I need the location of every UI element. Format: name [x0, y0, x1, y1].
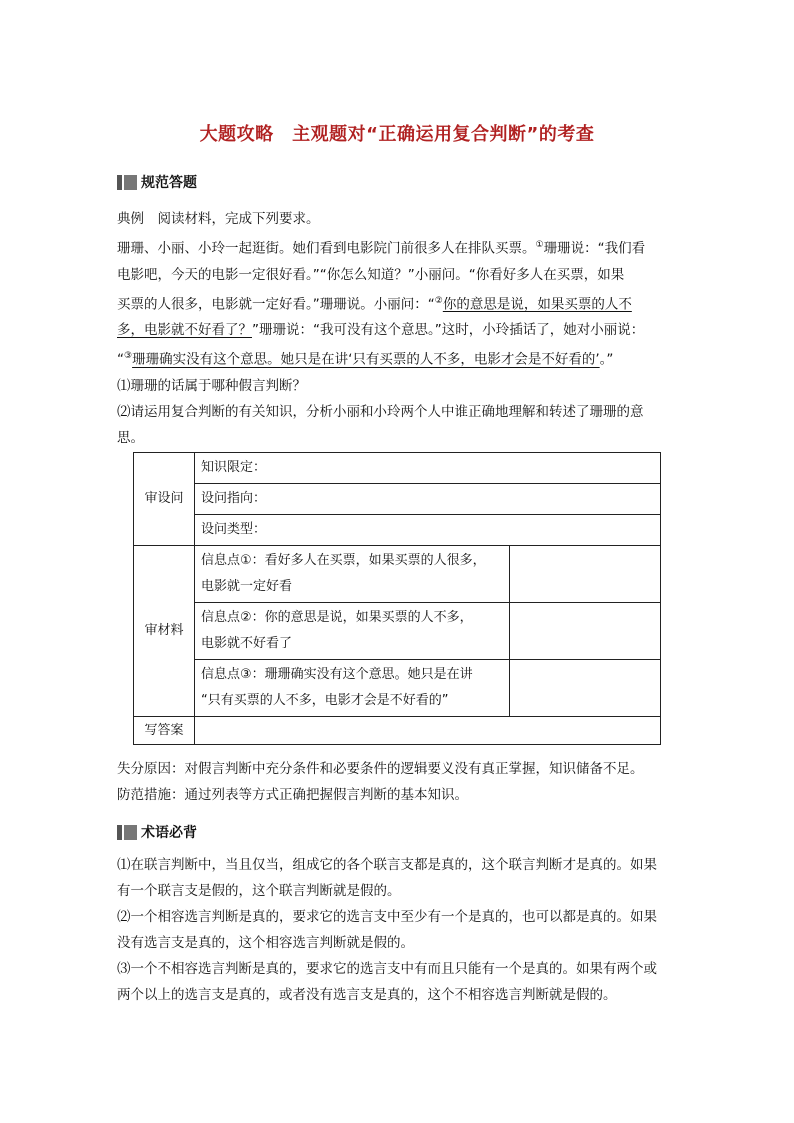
prevention-measure: 防范措施：通过列表等方式正确把握假言判断的基本知识。 [117, 787, 468, 803]
table-row [134, 484, 661, 515]
table-row [134, 453, 661, 484]
passage-line: 买票的人很多，电影就一定好看。”珊珊说。小丽问：“②你的意思是说，如果买票的人不 [117, 295, 632, 312]
cell-knowledge-limit: 知识限定： [195, 453, 661, 484]
underlined-text: 你的意思是说，如果买票的人不 [442, 296, 632, 312]
table-row [134, 546, 661, 603]
term-1: ⑴在联言判断中，当且仅当，组成它的各个联言支都是真的，这个联言判断才是真的。如果 [117, 857, 657, 873]
example-passage [117, 206, 679, 451]
question-1: ⑴珊珊的话属于哪种假言判断？ [117, 377, 306, 394]
term-3: ⑶一个不相容选言判断是真的，要求它的选言支中有而且只能有一个是真的。如果有两个或 [117, 961, 657, 977]
cell-info-point-2-answer [510, 603, 661, 660]
cell-info-point-3-answer [510, 660, 661, 717]
example-intro: 典例 阅读材料，完成下列要求。 [117, 211, 320, 227]
question-2-cont: 思。 [117, 429, 144, 446]
table-row [134, 717, 661, 745]
terms-list [117, 852, 679, 1008]
passage-line: 电影吧，今天的电影一定很好看。”“你怎么知道？”小丽问。“你看好多人在买票，如果 [117, 266, 625, 283]
row-head-answer: 写答案 [134, 717, 195, 745]
underlined-text: 多，电影就不好看了？ [117, 322, 252, 338]
table-row [134, 515, 661, 546]
cell-question-direction: 设问指向： [195, 484, 661, 515]
cell-info-point-3: 信息点③：珊珊确实没有这个意思。她只是在讲 “只有买票的人不多，电影才会是不好看的” [195, 660, 510, 717]
term-1-cont: 有一个联言支是假的，这个联言判断就是假的。 [117, 883, 401, 899]
marker-1: ① [535, 240, 544, 250]
passage-line: “③珊珊确实没有这个意思。她只是在讲‘只有买票的人不多，电影才会是不好看的’。” [117, 351, 614, 368]
table-row [134, 603, 661, 660]
page-title: 大题攻略 主观题对“正确运用复合判断”的考查 [199, 124, 595, 145]
section-heading-terms [117, 822, 197, 842]
marker-2: ② [434, 295, 443, 306]
term-2-cont: 没有选言支是真的，这个相容选言判断就是假的。 [117, 935, 414, 951]
cell-info-point-1-answer [510, 546, 661, 603]
row-head-material: 审材料 [134, 546, 195, 717]
section-heading-label: 术语必背 [141, 825, 197, 841]
passage-line: 珊珊、小丽、小玲一起逛街。她们看到电影院门前很多人在排队买票。①珊珊说：“我们看 [117, 240, 646, 257]
cell-answer [195, 717, 661, 745]
table-row [134, 660, 661, 717]
cell-info-point-1: 信息点①：看好多人在买票，如果买票的人很多， 电影就一定好看 [195, 546, 510, 603]
analysis-table [133, 452, 661, 745]
section-heading-label: 规范答题 [141, 175, 197, 191]
notes-block [117, 756, 679, 808]
row-head-question: 审设问 [134, 453, 195, 546]
section-marker-icon [117, 825, 137, 840]
marker-3: ③ [124, 351, 133, 361]
term-2: ⑵一个相容选言判断是真的，要求它的选言支中至少有一个是真的，也可以都是真的。如果 [117, 909, 657, 925]
question-2: ⑵请运用复合判断的有关知识，分析小丽和小玲两个人中谁正确地理解和转述了珊珊的意 [117, 403, 644, 420]
loss-reason: 失分原因：对假言判断中充分条件和必要条件的逻辑要义没有真正掌握，知识储备不足。 [117, 761, 644, 777]
passage-line: 多，电影就不好看了？”珊珊说：“我可没有这个意思。”这时，小玲插话了，她对小丽说： [117, 322, 645, 338]
section-heading-standard-answer [117, 172, 197, 192]
term-3-cont: 两个以上的选言支是真的，或者没有选言支是真的，这个不相容选言判断就是假的。 [117, 987, 617, 1003]
cell-info-point-2: 信息点②：你的意思是说，如果买票的人不多， 电影就不好看了 [195, 603, 510, 660]
underlined-text: 珊珊确实没有这个意思。她只是在讲‘只有买票的人不多，电影才会是不好看的’ [132, 351, 600, 368]
cell-question-type: 设问类型： [195, 515, 661, 546]
section-marker-icon [117, 175, 137, 190]
